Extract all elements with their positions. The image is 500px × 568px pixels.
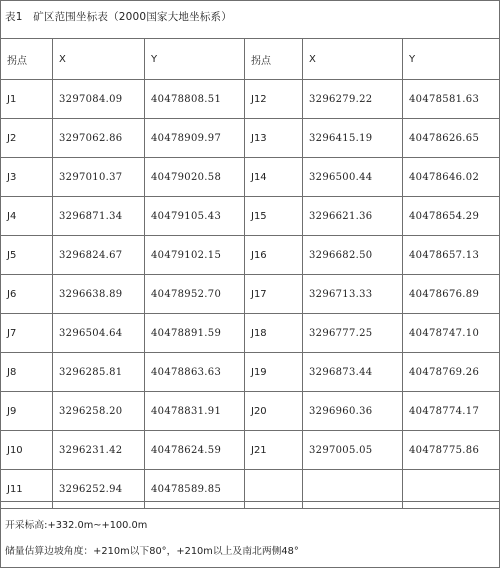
x-coordinate-cell: 3297005.05: [303, 431, 403, 470]
header-y: Y: [145, 39, 245, 80]
point-cell: J11: [1, 470, 53, 509]
table-row: [1, 275, 500, 314]
x-coordinate-cell: 3296960.36: [303, 392, 403, 431]
y-coordinate-cell: 40478863.63: [145, 353, 245, 392]
x-coordinate-cell: 3297062.86: [53, 119, 145, 158]
x-coordinate-cell: 3296621.36: [303, 197, 403, 236]
table-row: [1, 197, 500, 236]
table-row: [1, 314, 500, 353]
y-coordinate-cell: 40479102.15: [145, 236, 245, 275]
x-coordinate-cell: 3296258.20: [53, 392, 145, 431]
coordinate-table: [0, 38, 500, 509]
y-coordinate-cell: 40478952.70: [145, 275, 245, 314]
y-coordinate-cell: [403, 470, 500, 509]
y-coordinate-cell: 40478775.86: [403, 431, 500, 470]
table-row: [1, 353, 500, 392]
table-row: [1, 392, 500, 431]
point-cell: J6: [1, 275, 53, 314]
x-coordinate-cell: 3296500.44: [303, 158, 403, 197]
table-title: 表1 矿区范围坐标表（2000国家大地坐标系）: [5, 11, 232, 23]
table-row: [1, 431, 500, 470]
table-bottom-rule: [0, 501, 499, 502]
y-coordinate-cell: 40478769.26: [403, 353, 500, 392]
x-coordinate-cell: 3296231.42: [53, 431, 145, 470]
x-coordinate-cell: 3297010.37: [53, 158, 145, 197]
point-cell: J15: [245, 197, 303, 236]
y-coordinate-cell: 40478657.13: [403, 236, 500, 275]
y-coordinate-cell: 40478589.85: [145, 470, 245, 509]
y-coordinate-cell: 40478891.59: [145, 314, 245, 353]
header-point-2: 拐点: [245, 39, 303, 80]
table-row: [1, 80, 500, 119]
x-coordinate-cell: 3296638.89: [53, 275, 145, 314]
point-cell: J16: [245, 236, 303, 275]
point-cell: J9: [1, 392, 53, 431]
y-coordinate-cell: 40478747.10: [403, 314, 500, 353]
x-coordinate-cell: 3296871.34: [53, 197, 145, 236]
y-coordinate-cell: 40478581.63: [403, 80, 500, 119]
y-coordinate-cell: 40478624.59: [145, 431, 245, 470]
x-coordinate-cell: 3296279.22: [303, 80, 403, 119]
header-x: X: [53, 39, 145, 80]
table-row: [1, 470, 500, 509]
y-coordinate-cell: 40478808.51: [145, 80, 245, 119]
x-coordinate-cell: 3296824.67: [53, 236, 145, 275]
point-cell: J21: [245, 431, 303, 470]
x-coordinate-cell: 3296873.44: [303, 353, 403, 392]
y-coordinate-cell: 40478646.02: [403, 158, 500, 197]
point-cell: J12: [245, 80, 303, 119]
slope-angle-note: 储量估算边坡角度：+210m以下80°，+210m以上及南北两侧48°: [5, 546, 299, 557]
point-cell: J1: [1, 80, 53, 119]
point-cell: J4: [1, 197, 53, 236]
x-coordinate-cell: 3296777.25: [303, 314, 403, 353]
point-cell: J17: [245, 275, 303, 314]
x-coordinate-cell: 3296504.64: [53, 314, 145, 353]
point-cell: J8: [1, 353, 53, 392]
y-coordinate-cell: 40478909.97: [145, 119, 245, 158]
table-row: [1, 236, 500, 275]
point-cell: J5: [1, 236, 53, 275]
x-coordinate-cell: 3296415.19: [303, 119, 403, 158]
x-coordinate-cell: 3296713.33: [303, 275, 403, 314]
point-cell: J14: [245, 158, 303, 197]
x-coordinate-cell: 3296285.81: [53, 353, 145, 392]
point-cell: J3: [1, 158, 53, 197]
table-header-row: [1, 39, 500, 80]
y-coordinate-cell: 40478626.65: [403, 119, 500, 158]
point-cell: J2: [1, 119, 53, 158]
x-coordinate-cell: [303, 470, 403, 509]
elevation-note: 开采标高:+332.0m~+100.0m: [5, 520, 148, 531]
y-coordinate-cell: 40478654.29: [403, 197, 500, 236]
header-y-2: Y: [403, 39, 500, 80]
point-cell: J7: [1, 314, 53, 353]
y-coordinate-cell: 40478676.89: [403, 275, 500, 314]
point-cell: J18: [245, 314, 303, 353]
point-cell: J19: [245, 353, 303, 392]
x-coordinate-cell: 3296252.94: [53, 470, 145, 509]
y-coordinate-cell: 40479020.58: [145, 158, 245, 197]
x-coordinate-cell: 3297084.09: [53, 80, 145, 119]
point-cell: J10: [1, 431, 53, 470]
table-row: [1, 119, 500, 158]
point-cell: [245, 470, 303, 509]
y-coordinate-cell: 40478774.17: [403, 392, 500, 431]
header-x-2: X: [303, 39, 403, 80]
header-point: 拐点: [1, 39, 53, 80]
point-cell: J20: [245, 392, 303, 431]
table-row: [1, 158, 500, 197]
x-coordinate-cell: 3296682.50: [303, 236, 403, 275]
y-coordinate-cell: 40478831.91: [145, 392, 245, 431]
point-cell: J13: [245, 119, 303, 158]
y-coordinate-cell: 40479105.43: [145, 197, 245, 236]
